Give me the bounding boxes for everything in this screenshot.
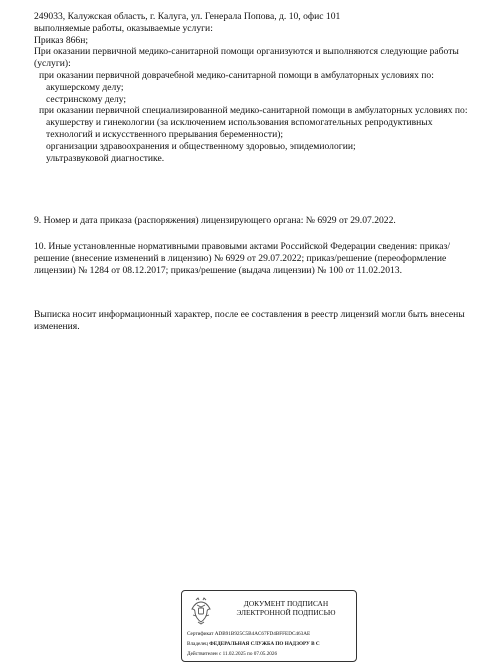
intro-text: При оказании первичной медико-санитарной помощи организуются и выполняются следующие работы (услуги): <box>34 46 459 70</box>
license-details <box>34 11 474 164</box>
owner-value: ФЕДЕРАЛЬНАЯ СЛУЖБА ПО НАДЗОРУ В С <box>209 641 320 647</box>
russian-coat-of-arms-icon <box>190 597 212 625</box>
certificate-row <box>187 631 357 637</box>
section1-item: акушерскому делу; <box>46 81 124 93</box>
address: 249033, Калужская область, г. Калуга, ул. Генерала Попова, д. 10, офис 101 <box>34 11 341 22</box>
section2-heading: при оказании первичной специализированной медико-санитарной помощи в амбулаторных условиях по: <box>39 105 468 117</box>
item-9-text: 9. Номер и дата приказа (распоряжения) лицензирующего органа: № 6929 от 29.07.2022. <box>34 215 396 226</box>
disclaimer-text: Выписка носит информационный характер, после ее составления в реестр лицензий могли быть внесены изменения. <box>34 309 465 332</box>
disclaimer <box>34 309 474 333</box>
stamp-title-line2: ЭЛЕКТРОННОЙ ПОДПИСЬЮ <box>236 608 336 617</box>
owner-label: Владелец <box>187 641 208 647</box>
stamp-title-line1: ДОКУМЕНТ ПОДПИСАН <box>243 599 329 608</box>
certificate-value: ADB91B925C5B4AC67FD4BFFEDC463AE <box>214 631 311 637</box>
section2-item: ультразвуковой диагностике. <box>46 152 165 164</box>
item-9 <box>34 215 474 227</box>
section1-item: сестринскому делу; <box>46 93 127 105</box>
item-10-text: 10. Иные установленные нормативными правовыми актами Российской Федерации сведения: приказ/решение (внесение изменений в лицензию) № 6929 от 29.07.2022; приказ/решение (переоформление лицензии) № 1284 от 08.12.2017; приказ/решение (выдача лицензии) № 100 от 11.02.2013. <box>34 241 450 276</box>
electronic-signature-stamp <box>181 590 357 662</box>
section2-item: организации здравоохранения и общественному здоровью, эпидемиологии; <box>46 140 356 152</box>
certificate-label: Сертификат <box>187 631 214 637</box>
section1-heading: при оказании первичной доврачебной медико-санитарной помощи в амбулаторных условиях по: <box>39 69 434 81</box>
validity-row: Действителен с 11.02.2025 по 07.05.2026 <box>187 651 278 657</box>
order-ref: Приказ 866н; <box>34 34 89 46</box>
item-10 <box>34 241 474 276</box>
owner-row <box>187 641 357 647</box>
works-heading: выполняемые работы, оказываемые услуги: <box>34 22 213 34</box>
section2-item: акушерству и гинекологии (за исключением использования вспомогательных репродуктивных технологий и искусственного прерывания беременности); <box>46 117 433 140</box>
